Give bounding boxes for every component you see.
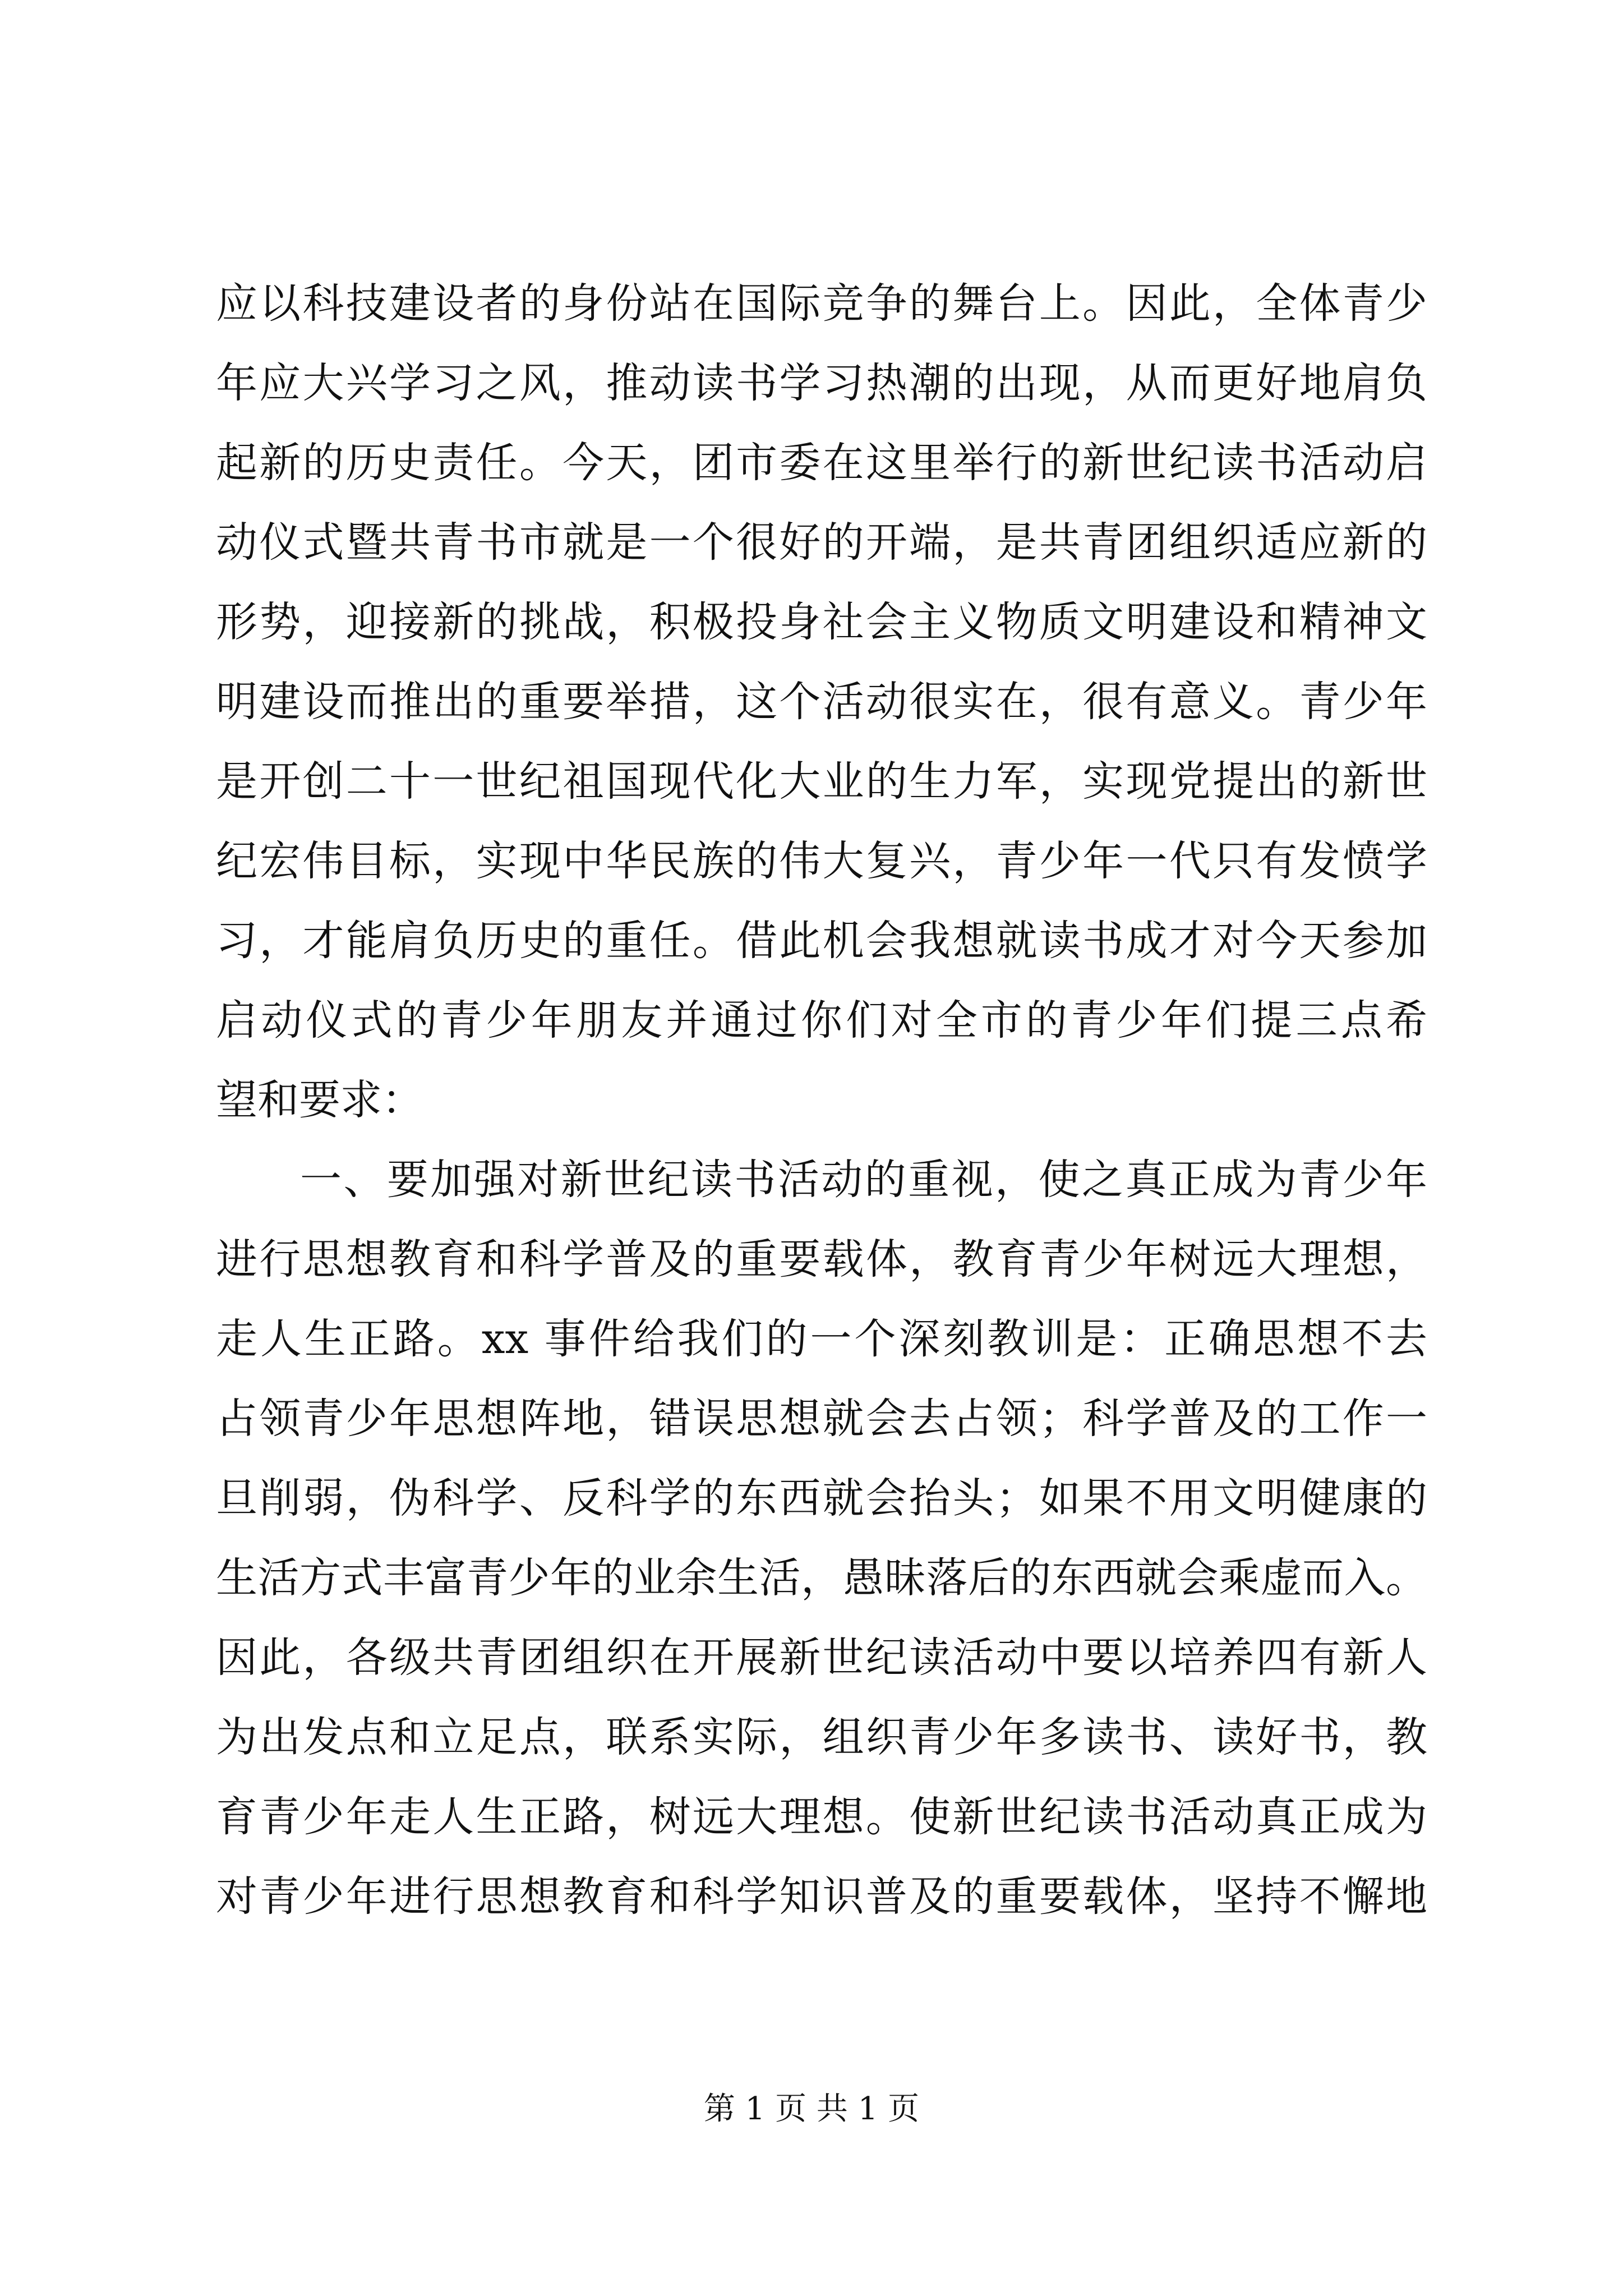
body-text-line: 应以科技建设者的身份站在国际竞争的舞台上。因此，全体青少 xyxy=(216,279,1427,328)
body-text-line: 年应大兴学习之风，推动读书学习热潮的出现，从而更好地肩负 xyxy=(216,359,1427,407)
body-text-line: 为出发点和立足点，联系实际，组织青少年多读书、读好书，教 xyxy=(216,1713,1427,1761)
body-text-line: 占领青少年思想阵地，错误思想就会去占领；科学普及的工作一 xyxy=(216,1395,1427,1443)
body-text-line: 因此，各级共青团组织在开展新世纪读活动中要以培养四有新人 xyxy=(216,1634,1427,1682)
body-text-line: 起新的历史责任。今天，团市委在这里举行的新世纪读书活动启 xyxy=(216,439,1427,487)
body-text-line: 望和要求： xyxy=(216,1076,423,1124)
body-text-line: 形势，迎接新的挑战，积极投身社会主义物质文明建设和精神文 xyxy=(216,598,1427,646)
body-text-line: 生活方式丰富青少年的业余生活，愚昧落后的东西就会乘虚而入。 xyxy=(216,1554,1427,1602)
body-text-line: 明建设而推出的重要举措，这个活动很实在，很有意义。青少年 xyxy=(216,678,1427,726)
body-text-line: 走人生正路。xx 事件给我们的一个深刻教训是：正确思想不去 xyxy=(216,1315,1427,1363)
body-text-line: 一、要加强对新世纪读书活动的重视，使之真正成为青少年 xyxy=(300,1156,1427,1204)
body-text-line: 进行思想教育和科学普及的重要载体，教育青少年树远大理想， xyxy=(216,1235,1427,1283)
body-text-line: 动仪式暨共青书市就是一个很好的开端，是共青团组织适应新的 xyxy=(216,518,1427,567)
body-text-line: 对青少年进行思想教育和科学知识普及的重要载体，坚持不懈地 xyxy=(216,1872,1427,1921)
document-body xyxy=(216,264,1427,1936)
body-text-line: 纪宏伟目标，实现中华民族的伟大复兴，青少年一代只有发愤学 xyxy=(216,837,1427,885)
body-text-line: 习，才能肩负历史的重任。借此机会我想就读书成才对今天参加 xyxy=(216,917,1427,965)
body-text-line: 启动仪式的青少年朋友并通过你们对全市的青少年们提三点希 xyxy=(216,996,1427,1045)
body-text-line: 旦削弱，伪科学、反科学的东西就会抬头；如果不用文明健康的 xyxy=(216,1474,1427,1522)
body-text-line: 是开创二十一世纪祖国现代化大业的生力军，实现党提出的新世 xyxy=(216,757,1427,806)
page-number-footer: 第 1 页 共 1 页 xyxy=(703,2091,920,2127)
body-text-line: 育青少年走人生正路，树远大理想。使新世纪读书活动真正成为 xyxy=(216,1793,1427,1841)
